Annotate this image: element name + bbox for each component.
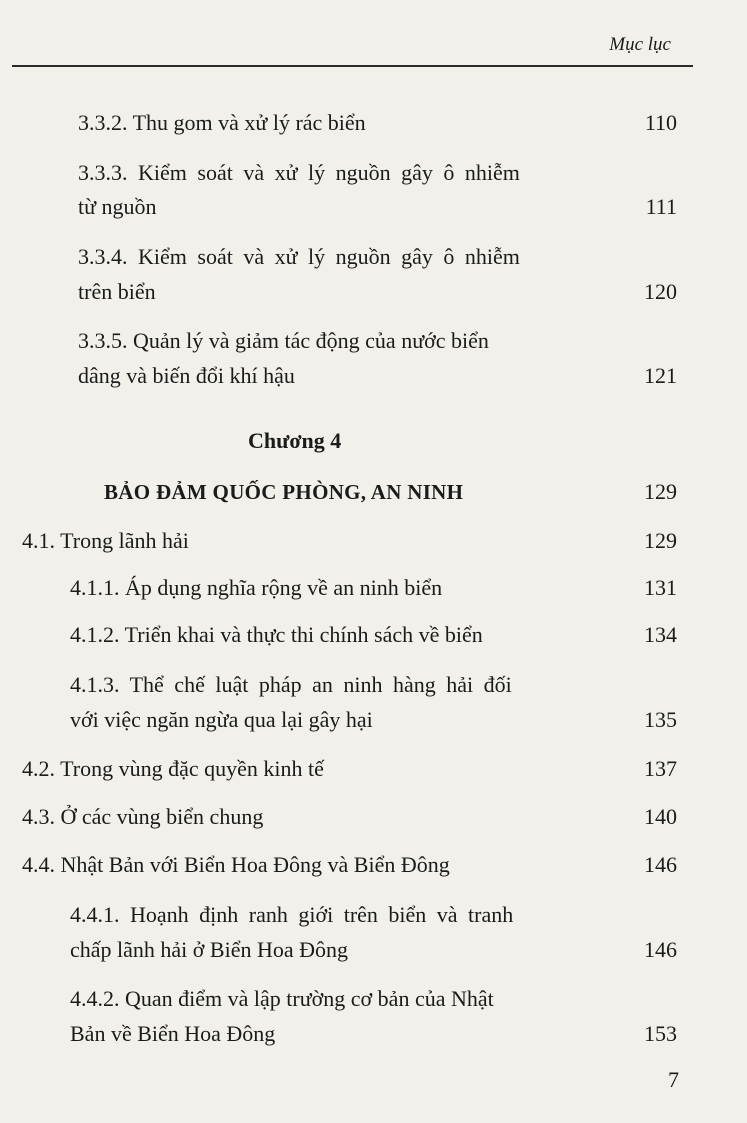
toc-entry-3-3-2: 3.3.2. Thu gom và xử lý rác biển [78, 110, 366, 135]
toc-entry-3-3-5-cont: dâng và biến đổi khí hậu [78, 363, 295, 388]
toc-entry-4-4-1: 4.4.1. Hoạnh định ranh giới trên biển và tranh [70, 902, 514, 927]
toc-page-4-1-1: 131 [644, 575, 677, 600]
toc-page-4-2: 137 [644, 756, 677, 781]
toc-page-3-3-3: 111 [645, 194, 677, 219]
toc-page-3-3-5: 121 [644, 363, 677, 388]
toc-page-4-1-2: 134 [644, 622, 677, 647]
toc-entry-4-4-2-cont: Bản về Biển Hoa Đông [70, 1021, 276, 1046]
toc-page-4-4: 146 [644, 852, 677, 877]
toc-entry-4-1-1: 4.1.1. Áp dụng nghĩa rộng về an ninh biển [70, 575, 443, 600]
toc-entry-3-3-3: 3.3.3. Kiểm soát và xử lý nguồn gây ô nhiễm [78, 160, 520, 185]
toc-page-4-4-2: 153 [644, 1021, 677, 1046]
toc-entry-4-3: 4.3. Ở các vùng biển chung [22, 804, 264, 829]
toc-entry-4-4-2: 4.4.2. Quan điểm và lập trường cơ bản của Nhật [70, 986, 494, 1011]
toc-entry-4-1-3-cont: với việc ngăn ngừa qua lại gây hại [70, 707, 373, 732]
toc-page-3-3-2: 110 [644, 110, 677, 135]
toc-entry-4-4-1-cont: chấp lãnh hải ở Biển Hoa Đông [70, 937, 349, 962]
toc-entry-3-3-3-cont: từ nguồn [78, 194, 157, 219]
toc-entry-4-2: 4.2. Trong vùng đặc quyền kinh tế [22, 756, 324, 781]
toc-page-4-1: 129 [644, 528, 677, 553]
header-rule [12, 65, 693, 67]
toc-page-3-3-4: 120 [644, 279, 677, 304]
chapter-page: 129 [644, 479, 677, 504]
toc-page-4-3: 140 [644, 804, 677, 829]
page-number: 7 [668, 1067, 679, 1092]
toc-page-4-1-3: 135 [644, 707, 677, 732]
toc-entry-4-1: 4.1. Trong lãnh hải [22, 528, 189, 553]
chapter-label: Chương 4 [248, 428, 342, 453]
chapter-title: BẢO ĐẢM QUỐC PHÒNG, AN NINH [104, 480, 464, 504]
toc-entry-3-3-4: 3.3.4. Kiểm soát và xử lý nguồn gây ô nhiễm [78, 244, 520, 269]
toc-entry-3-3-5: 3.3.5. Quản lý và giảm tác động của nước biển [78, 328, 489, 353]
toc-page-4-4-1: 146 [644, 937, 677, 962]
toc-entry-4-4: 4.4. Nhật Bản với Biển Hoa Đông và Biển Đông [22, 852, 450, 877]
toc-entry-4-1-2: 4.1.2. Triển khai và thực thi chính sách về biển [70, 622, 483, 647]
toc-entry-4-1-3: 4.1.3. Thể chế luật pháp an ninh hàng hải đối [70, 672, 512, 697]
toc-entry-3-3-4-cont: trên biển [78, 279, 156, 304]
running-header: Mục lục [609, 34, 671, 55]
